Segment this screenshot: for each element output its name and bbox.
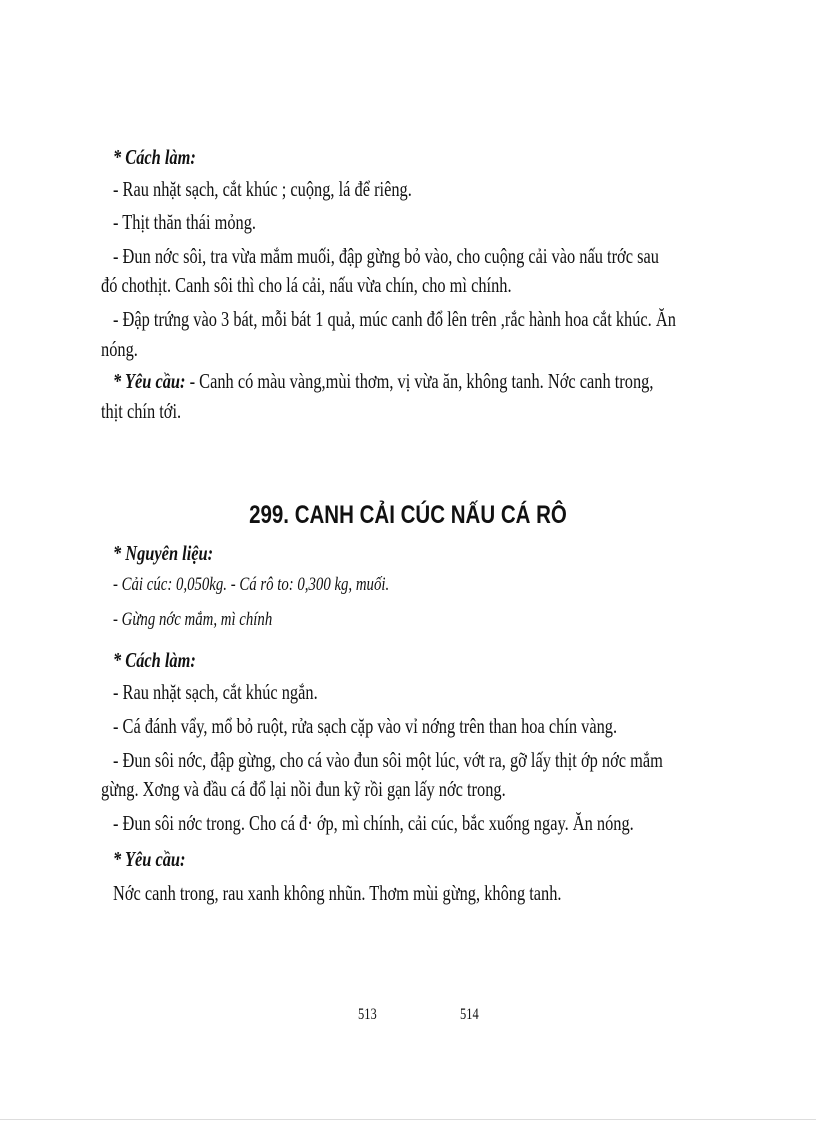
method-step: - Thịt thăn thái mỏng. [113,210,257,234]
requirement-label: * Yêu cầu: [113,847,186,871]
ingredient-line: - Gừng nớc mắm, mì chính [113,609,273,630]
method-step: - Rau nhặt sạch, cắt khúc ngắn. [113,680,318,704]
method-step: - Đun sôi nớc trong. Cho cá đ· ớp, mì chính, cải cúc, bắc xuống ngay. Ăn nóng. [113,811,634,835]
ingredients-label: * Nguyên liệu: [113,541,214,565]
requirement-label: * Yêu cầu: [113,369,186,393]
method-step-continuation: đó chothịt. Canh sôi thì cho lá cải, nấu vừa chín, cho mì chính. [101,273,512,297]
requirement-line [113,369,653,393]
method-step: - Rau nhặt sạch, cắt khúc ; cuộng, lá để riêng. [113,177,412,201]
method-step: - Đun nớc sôi, tra vừa mắm muối, đập gừng bỏ vào, cho cuộng cải vào nấu trớc sau [113,244,659,268]
page-bottom-edge [0,1119,816,1120]
method-label: * Cách làm: [113,648,196,672]
requirement-text: - Canh có màu vàng,mùi thơm, vị vừa ăn, không tanh. Nớc canh trong, [185,369,654,393]
page-number-left: 513 [358,1006,377,1023]
method-step-continuation: gừng. Xơng và đầu cá đổ lại nồi đun kỹ rồi gạn lấy nớc trong. [101,777,506,801]
requirement-text: Nớc canh trong, rau xanh không nhũn. Thơm mùi gừng, không tanh. [113,881,562,905]
requirement-continuation: thịt chín tới. [101,399,182,423]
recipe-title: 299. CANH CẢI CÚC NẤU CÁ RÔ [249,501,567,529]
method-step-continuation: nóng. [101,337,138,361]
method-label: * Cách làm: [113,145,196,169]
method-step: - Cá đánh vẩy, mổ bỏ ruột, rửa sạch cặp vào vỉ nớng trên than hoa chín vàng. [113,714,618,738]
page-number-right: 514 [460,1006,479,1023]
ingredient-line: - Cải cúc: 0,050kg. - Cá rô to: 0,300 kg, muối. [113,574,390,595]
method-step: - Đun sôi nớc, đập gừng, cho cá vào đun sôi một lúc, vớt ra, gỡ lấy thịt ớp nớc mắm [113,748,663,772]
method-step: - Đập trứng vào 3 bát, mỗi bát 1 quả, múc canh đổ lên trên ,rắc hành hoa cắt khúc. Ăn [113,307,676,331]
